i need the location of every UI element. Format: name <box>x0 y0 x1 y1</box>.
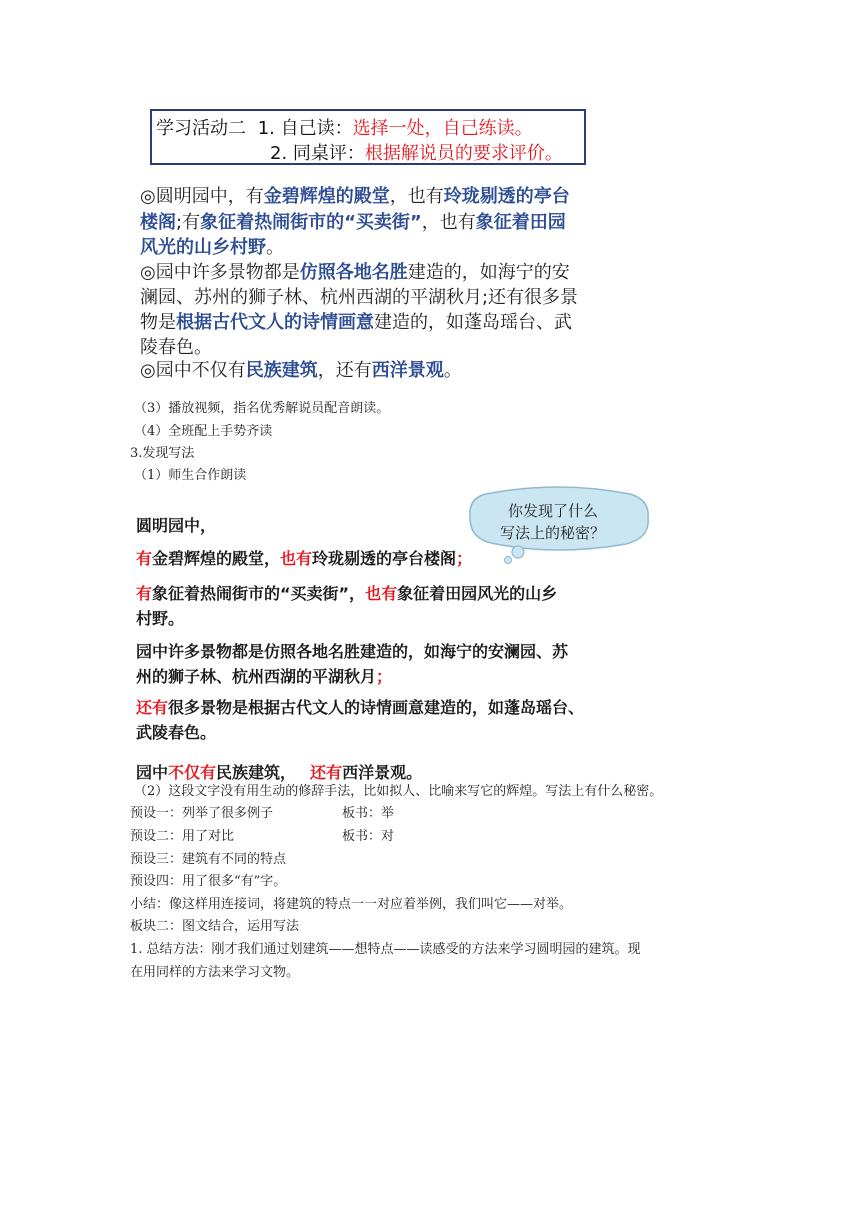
excerpt2-line3: 村野。 <box>136 609 185 628</box>
highlight: 风光的山乡村野 <box>140 237 266 258</box>
text: ，也有 <box>421 212 476 233</box>
board-note-1: 板书：举 <box>342 806 395 821</box>
excerpt1-p1-line3 <box>140 235 284 260</box>
text: 很多景物是根据古代文人的诗情画意建造的，如蓬岛瑶台、 <box>168 698 585 717</box>
excerpt1-p2-line3 <box>140 310 572 335</box>
text: 建造的，如蓬岛瑶台、武 <box>374 312 572 333</box>
preset-3: 预设三：建筑有不同的特点 <box>130 852 287 867</box>
method-line-2: 在用同样的方法来学习文物。 <box>130 965 300 980</box>
excerpt1-p3 <box>140 358 462 383</box>
excerpt2-line1 <box>136 545 472 572</box>
question-2: （2）这段文字没有用生动的修辞手法，比如拟人、比喻来写它的辉煌。写法上有什么秘密。 <box>134 784 663 799</box>
excerpt2-line2 <box>136 580 557 607</box>
method-line-1: 1. 总结方法：刚才我们通过划建筑——想特点——读感受的方法来学习圆明园的建筑。现 <box>130 942 641 957</box>
keyword: 有 <box>136 549 153 568</box>
text: 。 <box>443 360 462 381</box>
keyword: 也有 <box>365 584 398 603</box>
step-3: （3）播放视频，指名优秀解说员配音朗读。 <box>134 401 390 416</box>
keyword: 还有 <box>136 698 169 717</box>
bubble-line-2: 写法上的秘密？ <box>500 524 606 542</box>
text: 象征着田园风光的山乡 <box>397 584 558 603</box>
text: 金碧辉煌的殿堂， <box>152 549 281 568</box>
board-note-2: 板书：对 <box>342 829 395 844</box>
activity-label: 学习活动二 <box>156 118 246 139</box>
highlight: 象征着热闹街市的“买卖街” <box>200 212 422 233</box>
excerpt1-p2-line4: 陵春色。 <box>140 337 212 358</box>
activity-1-task: 选择一处，自己练读。 <box>352 118 533 139</box>
keyword: 有 <box>136 584 153 603</box>
text: ◎园中不仅有 <box>140 360 246 381</box>
keyword: 也有 <box>280 549 313 568</box>
activity-1-num: 1. 自己读： <box>257 118 353 139</box>
text: 物是 <box>140 312 176 333</box>
keyword: ； <box>376 667 393 686</box>
text: ;有 <box>176 212 201 233</box>
excerpt1-p1-line2 <box>140 210 566 235</box>
excerpt2-line4: 园中许多景物都是仿照各地名胜建造的，如海宁的安澜园、苏 <box>136 642 569 661</box>
summary: 小结：像这样用连接词，将建筑的特点一一对应着举例，我们叫它——对举。 <box>130 897 573 912</box>
keyword: ； <box>456 549 473 568</box>
section-heading-3: 3.发现写法 <box>130 446 195 461</box>
text: 玲珑剔透的亭台楼阁 <box>312 549 457 568</box>
preset-2: 预设二：用了对比 <box>130 829 235 844</box>
text: ◎圆明园中，有 <box>140 186 264 207</box>
activity-line-1 <box>156 114 533 140</box>
keyword: 还有 <box>310 763 343 782</box>
step-1: （1）师生合作朗读 <box>134 468 247 483</box>
preset-1: 预设一：列举了很多例子 <box>130 806 274 821</box>
text: 民族建筑， <box>216 763 297 782</box>
excerpt2-line0: 圆明园中， <box>136 516 217 535</box>
block-2-heading: 板块二：图文结合，运用写法 <box>130 919 300 934</box>
highlight: 根据古代文人的诗情画意 <box>176 312 374 333</box>
activity-line-2 <box>270 139 563 165</box>
text: ，还有 <box>317 360 372 381</box>
text: 园中 <box>136 763 169 782</box>
highlight: 西洋景观 <box>371 360 444 381</box>
excerpt2-line7: 武陵春色。 <box>136 723 217 742</box>
text: 象征着热闹街市的“买卖街”， <box>152 584 366 603</box>
keyword: 不仅有 <box>168 763 217 782</box>
highlight: 楼阁 <box>140 212 176 233</box>
activity-2-task: 根据解说员的要求评价。 <box>364 143 563 164</box>
highlight: 金碧辉煌的殿堂 <box>263 186 390 207</box>
text: 。 <box>266 237 284 258</box>
text: ◎园中许多景物都是 <box>140 262 300 283</box>
step-4: （4）全班配上手势齐读 <box>134 424 273 439</box>
bubble-line-1: 你发现了什么 <box>508 502 599 520</box>
text: 州的狮子林、杭州西湖的平湖秋月 <box>136 667 377 686</box>
highlight: 象征着田园 <box>475 212 566 233</box>
excerpt1-p2-line1 <box>140 260 570 285</box>
activity-2-num: 2. 同桌评： <box>270 143 365 164</box>
highlight: 玲珑剔透的亭台 <box>443 186 570 207</box>
excerpt2-line5 <box>136 663 392 690</box>
excerpt1-p1-line1 <box>140 184 570 209</box>
text: 建造的，如海宁的安 <box>407 262 570 283</box>
text: ，也有 <box>389 186 444 207</box>
highlight: 民族建筑 <box>245 360 318 381</box>
excerpt2-line6 <box>136 694 584 721</box>
text: 西洋景观。 <box>342 763 423 782</box>
highlight: 仿照各地名胜 <box>299 262 408 283</box>
preset-4: 预设四：用了很多“有”字。 <box>130 874 287 889</box>
excerpt1-p2-line2: 澜园、苏州的狮子林、杭州西湖的平湖秋月;还有很多景 <box>140 287 579 308</box>
